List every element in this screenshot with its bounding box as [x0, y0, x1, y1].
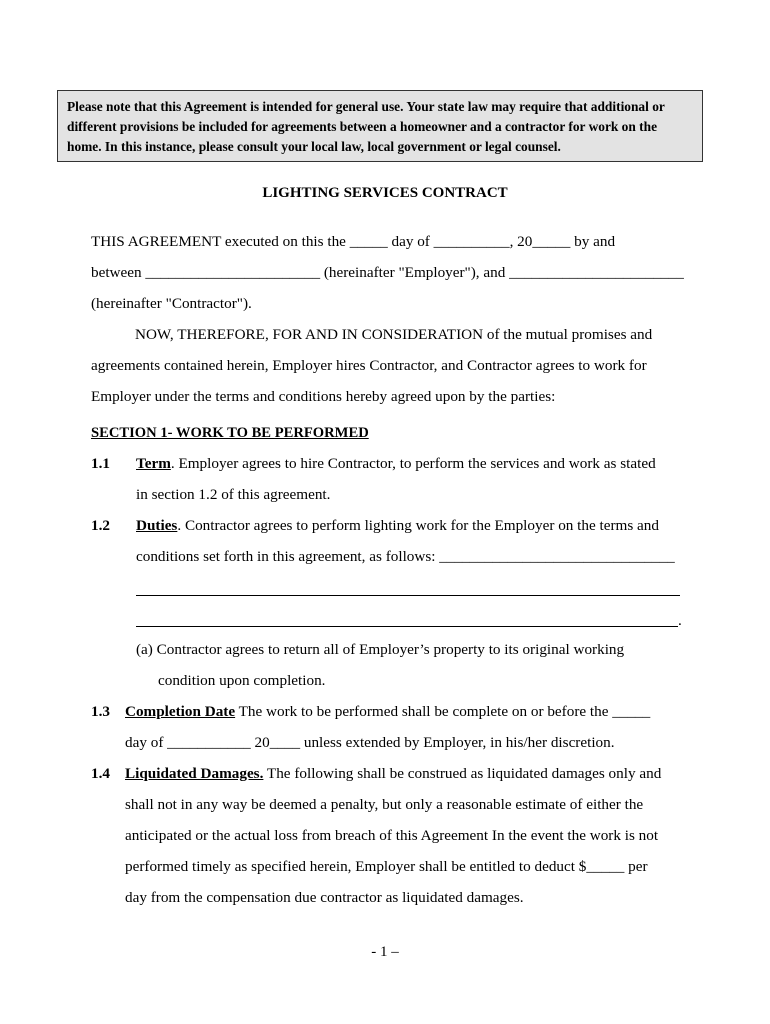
clause-1-4-number: 1.4: [91, 765, 110, 782]
intro-line-2: between _______________________ (hereinafter "Employer"), and _______________________: [91, 264, 684, 281]
document-title: LIGHTING SERVICES CONTRACT: [262, 185, 508, 201]
clause-1-3-line-2: day of ___________ 20____ unless extended by Employer, in his/her discretion.: [125, 734, 615, 751]
clause-1-4-line-5: day from the compensation due contractor as liquidated damages.: [125, 889, 524, 906]
clause-1-2-line-1: [136, 516, 659, 536]
clause-1-4-line-3: anticipated or the actual loss from breach of this Agreement In the event the work is not: [125, 827, 659, 844]
section-1-heading: SECTION 1- WORK TO BE PERFORMED: [91, 425, 369, 441]
duties-end-mark: .: [678, 612, 682, 629]
notice-text: Please note that this Agreement is intended for general use. Your state law may require that additional or different provisions be included for agreements between a homeowner and a contractor for work on the home. In this instance, please consult your local law, local government or legal counsel.: [67, 99, 665, 154]
duties-blank-line-1: [136, 595, 680, 596]
clause-1-3-number: 1.3: [91, 703, 110, 720]
clause-1-1-text: . Employer agrees to hire Contractor, to perform the services and work as stated: [170, 455, 656, 472]
clause-1-1-number: 1.1: [91, 455, 110, 472]
duties-blank-line-2: [136, 626, 678, 627]
recital-line-2: agreements contained herein, Employer hires Contractor, and Contractor agrees to work for: [91, 357, 647, 374]
clause-1-1-line-2: in section 1.2 of this agreement.: [136, 486, 331, 503]
clause-1-4-line-4: performed timely as specified herein, Employer shall be entitled to deduct $_____ per: [125, 858, 648, 875]
clause-1-3-term: Completion Date: [125, 703, 236, 720]
clause-1-4-text: The following shall be construed as liquidated damages only and: [263, 765, 662, 782]
recital-line-1: NOW, THEREFORE, FOR AND IN CONSIDERATION of the mutual promises and: [135, 326, 653, 343]
clause-1-3-line-1: [125, 702, 650, 722]
intro-line-3: (hereinafter "Contractor").: [91, 295, 252, 312]
clause-1-2-text: . Contractor agrees to perform lighting work for the Employer on the terms and: [177, 517, 659, 534]
page-number: - 1 –: [371, 944, 399, 960]
recital-line-3: Employer under the terms and conditions hereby agreed upon by the parties:: [91, 388, 556, 405]
clause-1-2-number: 1.2: [91, 517, 110, 534]
clause-1-1-term: Term: [136, 455, 171, 472]
clause-1-2-item-a-line-2: condition upon completion.: [158, 672, 326, 689]
intro-line-1: THIS AGREEMENT executed on this the _____ day of __________, 20_____ by and: [91, 233, 616, 250]
clause-1-2-term: Duties: [136, 517, 178, 534]
clause-1-4-term: Liquidated Damages.: [125, 765, 264, 782]
clause-1-3-text: The work to be performed shall be complete on or before the _____: [235, 703, 651, 720]
clause-1-2-line-2: conditions set forth in this agreement, as follows: _______________________________: [136, 548, 675, 565]
clause-1-4-line-1: [125, 764, 661, 784]
clause-1-4-line-2: shall not in any way be deemed a penalty, but only a reasonable estimate of either the: [125, 796, 644, 813]
general-use-notice-box: [57, 90, 703, 162]
clause-1-1-line-1: [136, 454, 656, 474]
clause-1-2-item-a-line-1: (a) Contractor agrees to return all of Employer’s property to its original working: [136, 641, 625, 658]
